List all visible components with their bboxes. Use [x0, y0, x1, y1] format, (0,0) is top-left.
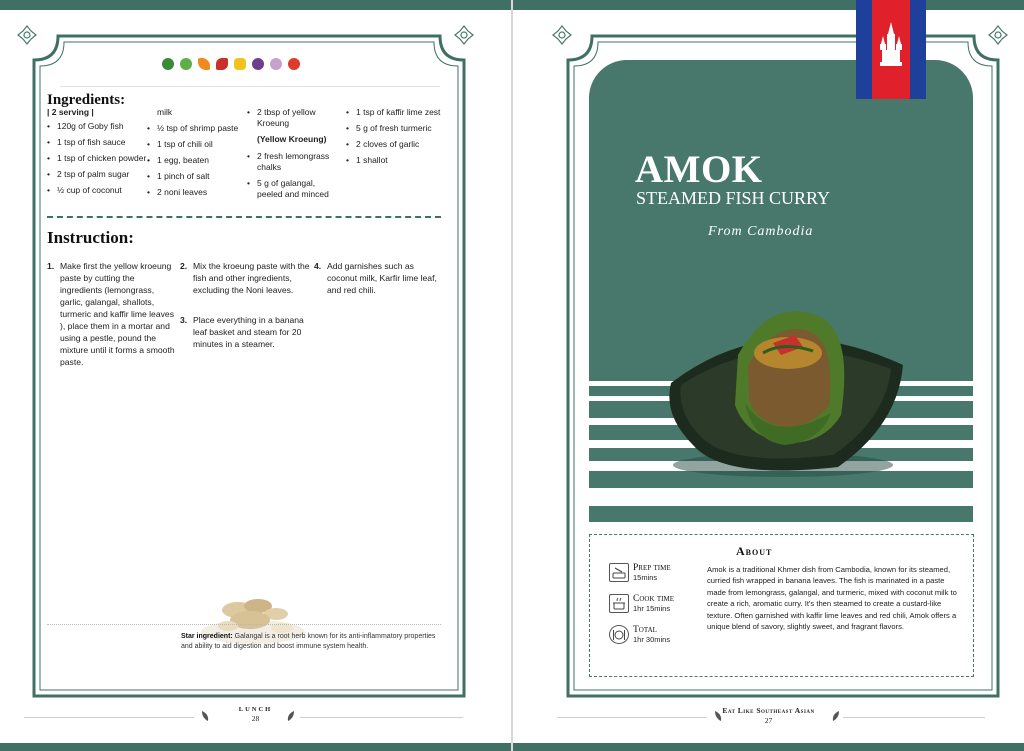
ingredient-item: • 120g of Goby fish: [47, 121, 147, 132]
cooking-pot-icon: [609, 594, 629, 613]
recipe-title: AMOK: [635, 148, 763, 191]
page-number: 27: [764, 716, 773, 725]
leaf-icon: [200, 710, 210, 722]
ingredient-item: • 2 tbsp of yellow Kroeung: [247, 107, 339, 129]
instruction-step: [314, 260, 442, 296]
leaf-icon: [831, 710, 841, 722]
chili-icon: [216, 58, 228, 70]
page-footer: [513, 706, 1024, 725]
cook-time: [609, 594, 674, 614]
prep-time: [609, 563, 671, 583]
instruction-heading: Instruction:: [47, 228, 134, 247]
total-time: [609, 625, 670, 645]
serving-size: | 2 serving |: [47, 107, 94, 117]
divider: [47, 624, 441, 625]
ingredient-item: • 5 g of galangal, peeled and minced: [247, 178, 339, 200]
plate-cutlery-icon: [609, 625, 629, 644]
corn-icon: [234, 58, 246, 70]
ingredient-item: • 1 pinch of salt: [147, 171, 242, 182]
star-ingredient-text: Galangal is a root herb known for its anti-inflammatory properties and ability to aid digestion and boost immune system health.: [181, 633, 436, 650]
step-text: Add garnishes such as coconut milk, Karfir lime leaf, and red chili.: [327, 261, 437, 295]
vegetable-icon-row: [162, 58, 300, 70]
broccoli-icon: [162, 58, 174, 70]
step-number: 4.: [314, 261, 322, 271]
page-number: 28: [251, 714, 260, 723]
top-band: [0, 0, 511, 10]
left-page: [0, 0, 511, 751]
ingredient-item: • 5 g of fresh turmeric: [346, 123, 441, 134]
ingredient-item: • 1 tsp of chili oil: [147, 139, 242, 150]
amok-dish-photo: [653, 295, 913, 480]
ingredient-item: • ½ tsp of shrimp paste: [147, 123, 242, 134]
divider: [60, 86, 440, 87]
ingredient-item: • 2 fresh lemongrass chalks: [247, 151, 339, 173]
ingredient-item: • 1 shallot: [346, 155, 441, 166]
time-label: Prep time: [633, 563, 671, 573]
ingredient-item: • 1 tsp of kaffir lime zest: [346, 107, 441, 118]
ingredients-heading: Ingredients:: [47, 92, 126, 108]
carrot-icon: [198, 58, 210, 70]
time-label: Cook time: [633, 594, 674, 604]
instruction-step: [180, 260, 310, 296]
step-number: 2.: [180, 261, 188, 271]
tomato-icon: [288, 58, 300, 70]
time-label: Total: [633, 625, 657, 635]
bottom-band: [0, 743, 511, 751]
panel-stripe: [589, 488, 973, 506]
leaf-icon: [713, 710, 723, 722]
instruction-step: [180, 314, 310, 350]
ingredient-continuation: milk: [157, 107, 173, 117]
ingredients-column-2: [147, 107, 242, 203]
onion-icon: [270, 58, 282, 70]
ingredient-item: • ½ cup of coconut: [47, 185, 147, 196]
chopping-board-icon: [609, 563, 629, 582]
about-heading: About: [736, 544, 773, 558]
ingredient-item: • 2 cloves of garlic: [346, 139, 441, 150]
time-value: 15mins: [633, 573, 658, 582]
page-footer: [0, 706, 511, 723]
ingredients-column-3: [247, 107, 339, 205]
step-text: Make first the yellow kroeung paste by cutting the ingredients (lemongrass, garlic, galangal, shallots, turmeric and kaffir lime leaves ), place them in a mortar and using a pestle, pound the mixture until it forms a smooth paste.: [60, 261, 175, 367]
ingredient-item: • 1 tsp of chicken powder: [47, 153, 147, 164]
time-value: 1hr 15mins: [633, 604, 671, 613]
step-number: 3.: [180, 315, 188, 325]
step-number: 1.: [47, 261, 55, 271]
eggplant-icon: [252, 58, 264, 70]
instruction-step: [47, 260, 175, 368]
step-text: Mix the kroeung paste with the fish and other ingredients, excluding the Noni leaves.: [193, 261, 310, 295]
section-divider: [47, 216, 441, 218]
cambodia-flag-icon: [856, 0, 926, 99]
footer-rule: [300, 717, 463, 718]
ingredient-item: • 1 tsp of fish sauce: [47, 137, 147, 148]
ingredient-item: • 2 noni leaves: [147, 187, 242, 198]
right-page: [513, 0, 1024, 751]
bottom-band: [513, 743, 1024, 751]
star-ingredient-label: Star ingredient:: [181, 633, 233, 640]
ingredient-item: • 1 egg, beaten: [147, 155, 242, 166]
footer-rule: [843, 717, 985, 718]
ingredients-column-1: [47, 107, 147, 201]
time-value: 1hr 30mins: [633, 635, 671, 644]
kroeung-subheading: (Yellow Kroeung): [257, 134, 327, 144]
recipe-origin: From Cambodia: [708, 224, 814, 239]
about-text: Amok is a traditional Khmer dish from Cambodia, known for its steamed, curried fish wrapped in banana leaves. The fish is marinated in a paste made from lemongrass, galangal, and turmeric, mixed with coconut milk to create a rich, aromatic curry. It's then steamed to create a custard-like texture. Often garnished with kaffir lime leaves and red chili, Amok offers a unique blend of savory, slightly sweet, and fragrant flavors.: [707, 565, 957, 632]
recipe-subtitle: STEAMED FISH CURRY: [636, 188, 831, 208]
footer-rule: [557, 717, 707, 718]
step-text: Place everything in a banana leaf basket and steam for 20 minutes in a steamer.: [193, 315, 304, 349]
footer-rule: [24, 717, 194, 718]
footer-book-title: Eat Like Southeast Asian: [722, 706, 815, 715]
ingredient-item: • 2 tsp of palm sugar: [47, 169, 147, 180]
top-band: [513, 0, 1024, 10]
leaf-icon: [286, 710, 296, 722]
star-ingredient-note: [181, 632, 446, 652]
ingredients-column-4: [346, 107, 441, 171]
footer-section-label: LUNCH: [238, 706, 273, 713]
cabbage-icon: [180, 58, 192, 70]
